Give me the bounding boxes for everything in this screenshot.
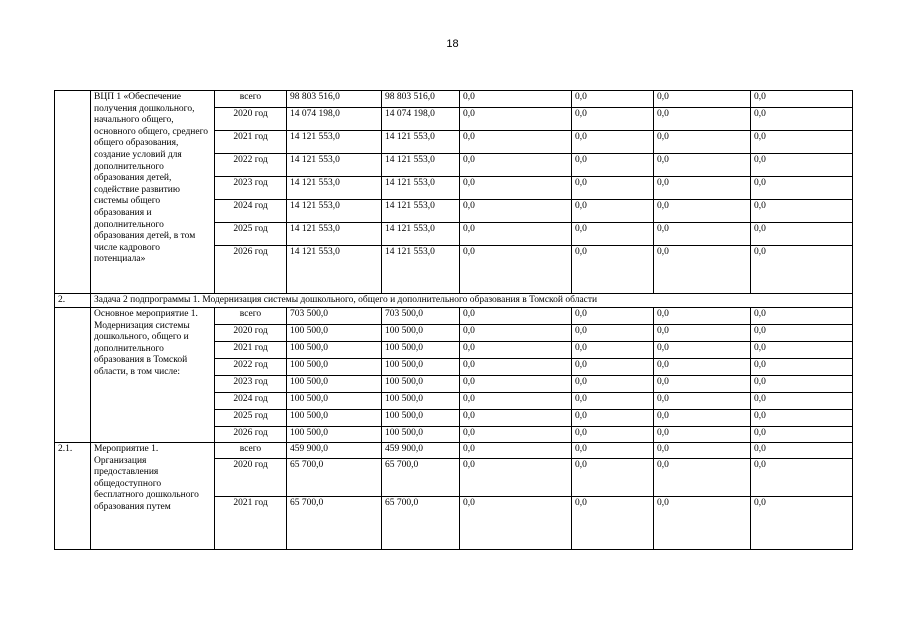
value-cell: 0,0 (572, 443, 654, 459)
value-cell: 0,0 (460, 91, 572, 108)
value-cell: 14 121 553,0 (382, 177, 460, 200)
value-cell: 100 500,0 (287, 359, 382, 376)
value-cell: 0,0 (572, 200, 654, 223)
activity-name: Основное мероприятие 1. Модернизация системы дошкольного, общего и дополнительного образования в Томской области, в том числе: (91, 308, 215, 443)
year-cell: 2024 год (215, 200, 287, 223)
year-cell: 2026 год (215, 246, 287, 294)
value-cell: 14 121 553,0 (382, 223, 460, 246)
value-cell: 100 500,0 (382, 359, 460, 376)
value-cell: 0,0 (654, 459, 751, 497)
value-cell: 703 500,0 (287, 308, 382, 325)
value-cell: 0,0 (751, 459, 853, 497)
year-cell: 2020 год (215, 325, 287, 342)
value-cell: 14 121 553,0 (382, 200, 460, 223)
year-cell: всего (215, 91, 287, 108)
value-cell: 0,0 (460, 223, 572, 246)
value-cell: 65 700,0 (382, 497, 460, 550)
value-cell: 0,0 (654, 177, 751, 200)
table-row (55, 91, 853, 108)
value-cell: 0,0 (654, 91, 751, 108)
activity-name: ВЦП 1 «Обеспечение получения дошкольного, начального общего, основного общего, среднего общего образования, создание условий для дополнительного образования детей, содействие развитию системы общего образования и дополнительного образования детей, в том числе кадрового потенциала» (91, 91, 215, 294)
value-cell: 0,0 (572, 342, 654, 359)
value-cell: 0,0 (654, 342, 751, 359)
value-cell: 0,0 (654, 200, 751, 223)
table-row (55, 443, 853, 459)
value-cell: 98 803 516,0 (287, 91, 382, 108)
year-cell: 2022 год (215, 359, 287, 376)
value-cell: 14 121 553,0 (382, 131, 460, 154)
value-cell: 0,0 (460, 393, 572, 410)
year-cell: 2022 год (215, 154, 287, 177)
value-cell: 0,0 (751, 359, 853, 376)
year-cell: 2025 год (215, 410, 287, 427)
value-cell: 0,0 (572, 459, 654, 497)
value-cell: 0,0 (751, 427, 853, 443)
year-cell: 2026 год (215, 427, 287, 443)
value-cell: 0,0 (654, 223, 751, 246)
value-cell: 65 700,0 (287, 459, 382, 497)
value-cell: 0,0 (572, 359, 654, 376)
value-cell: 0,0 (572, 154, 654, 177)
value-cell: 0,0 (572, 410, 654, 427)
value-cell: 0,0 (572, 91, 654, 108)
value-cell: 0,0 (572, 427, 654, 443)
value-cell: 0,0 (654, 246, 751, 294)
year-cell: 2025 год (215, 223, 287, 246)
value-cell: 0,0 (751, 393, 853, 410)
year-cell: 2023 год (215, 376, 287, 393)
value-cell: 0,0 (654, 154, 751, 177)
value-cell: 0,0 (460, 376, 572, 393)
value-cell: 65 700,0 (382, 459, 460, 497)
row-number: 2. (55, 294, 91, 308)
value-cell: 0,0 (751, 108, 853, 131)
value-cell: 14 121 553,0 (382, 154, 460, 177)
value-cell: 100 500,0 (382, 427, 460, 443)
value-cell: 0,0 (460, 177, 572, 200)
value-cell: 0,0 (654, 325, 751, 342)
value-cell: 65 700,0 (287, 497, 382, 550)
value-cell: 0,0 (572, 108, 654, 131)
task-header-row (55, 294, 853, 308)
value-cell: 100 500,0 (287, 376, 382, 393)
activity-name: Мероприятие 1. Организация предоставления общедоступного бесплатного дошкольного образования путем (91, 443, 215, 550)
value-cell: 100 500,0 (287, 393, 382, 410)
value-cell: 0,0 (751, 497, 853, 550)
value-cell: 0,0 (654, 497, 751, 550)
value-cell: 100 500,0 (287, 427, 382, 443)
value-cell: 0,0 (460, 200, 572, 223)
value-cell: 0,0 (460, 246, 572, 294)
value-cell: 0,0 (572, 177, 654, 200)
value-cell: 0,0 (654, 443, 751, 459)
value-cell: 0,0 (460, 154, 572, 177)
value-cell: 14 121 553,0 (382, 246, 460, 294)
year-cell: всего (215, 443, 287, 459)
value-cell: 0,0 (654, 359, 751, 376)
value-cell: 0,0 (460, 359, 572, 376)
value-cell: 0,0 (460, 497, 572, 550)
year-cell: 2021 год (215, 497, 287, 550)
value-cell: 0,0 (460, 427, 572, 443)
row-number: 2.1. (55, 443, 91, 550)
value-cell: 14 074 198,0 (382, 108, 460, 131)
value-cell: 0,0 (654, 131, 751, 154)
value-cell: 0,0 (460, 325, 572, 342)
value-cell: 0,0 (572, 223, 654, 246)
value-cell: 14 121 553,0 (287, 131, 382, 154)
value-cell: 98 803 516,0 (382, 91, 460, 108)
value-cell: 0,0 (460, 443, 572, 459)
value-cell: 0,0 (460, 342, 572, 359)
value-cell: 14 121 553,0 (287, 246, 382, 294)
value-cell: 14 121 553,0 (287, 200, 382, 223)
value-cell: 100 500,0 (287, 410, 382, 427)
year-cell: 2021 год (215, 131, 287, 154)
row-number (55, 91, 91, 294)
page-number: 18 (446, 38, 459, 50)
year-cell: 2024 год (215, 393, 287, 410)
value-cell: 0,0 (751, 223, 853, 246)
value-cell: 100 500,0 (382, 393, 460, 410)
value-cell: 100 500,0 (382, 376, 460, 393)
row-number (55, 308, 91, 443)
value-cell: 0,0 (751, 443, 853, 459)
value-cell: 14 121 553,0 (287, 154, 382, 177)
value-cell: 0,0 (751, 308, 853, 325)
value-cell: 0,0 (572, 325, 654, 342)
value-cell: 0,0 (460, 410, 572, 427)
value-cell: 100 500,0 (287, 342, 382, 359)
value-cell: 0,0 (751, 154, 853, 177)
value-cell: 0,0 (460, 108, 572, 131)
value-cell: 703 500,0 (382, 308, 460, 325)
value-cell: 0,0 (460, 131, 572, 154)
value-cell: 0,0 (751, 91, 853, 108)
year-cell: 2023 год (215, 177, 287, 200)
table-row (55, 308, 853, 325)
value-cell: 0,0 (751, 376, 853, 393)
value-cell: 0,0 (572, 497, 654, 550)
year-cell: 2020 год (215, 108, 287, 131)
value-cell: 0,0 (572, 131, 654, 154)
value-cell: 0,0 (654, 376, 751, 393)
value-cell: 0,0 (654, 308, 751, 325)
value-cell: 0,0 (751, 200, 853, 223)
value-cell: 0,0 (572, 393, 654, 410)
value-cell: 0,0 (572, 308, 654, 325)
value-cell: 0,0 (751, 325, 853, 342)
value-cell: 0,0 (751, 342, 853, 359)
year-cell: 2021 год (215, 342, 287, 359)
value-cell: 0,0 (654, 427, 751, 443)
value-cell: 100 500,0 (382, 410, 460, 427)
table-body (55, 91, 853, 550)
value-cell: 100 500,0 (287, 325, 382, 342)
value-cell: 0,0 (751, 410, 853, 427)
budget-table (54, 90, 853, 550)
value-cell: 100 500,0 (382, 325, 460, 342)
value-cell: 459 900,0 (287, 443, 382, 459)
value-cell: 0,0 (572, 376, 654, 393)
value-cell: 0,0 (751, 246, 853, 294)
value-cell: 0,0 (572, 246, 654, 294)
value-cell: 0,0 (751, 131, 853, 154)
value-cell: 459 900,0 (382, 443, 460, 459)
task-title: Задача 2 подпрограммы 1. Модернизация системы дошкольного, общего и дополнительного образования в Томской области (91, 294, 853, 308)
value-cell: 100 500,0 (382, 342, 460, 359)
value-cell: 14 121 553,0 (287, 177, 382, 200)
year-cell: всего (215, 308, 287, 325)
year-cell: 2020 год (215, 459, 287, 497)
value-cell: 0,0 (654, 410, 751, 427)
value-cell: 0,0 (751, 177, 853, 200)
value-cell: 0,0 (654, 108, 751, 131)
value-cell: 14 121 553,0 (287, 223, 382, 246)
value-cell: 0,0 (460, 308, 572, 325)
value-cell: 0,0 (654, 393, 751, 410)
value-cell: 14 074 198,0 (287, 108, 382, 131)
value-cell: 0,0 (460, 459, 572, 497)
